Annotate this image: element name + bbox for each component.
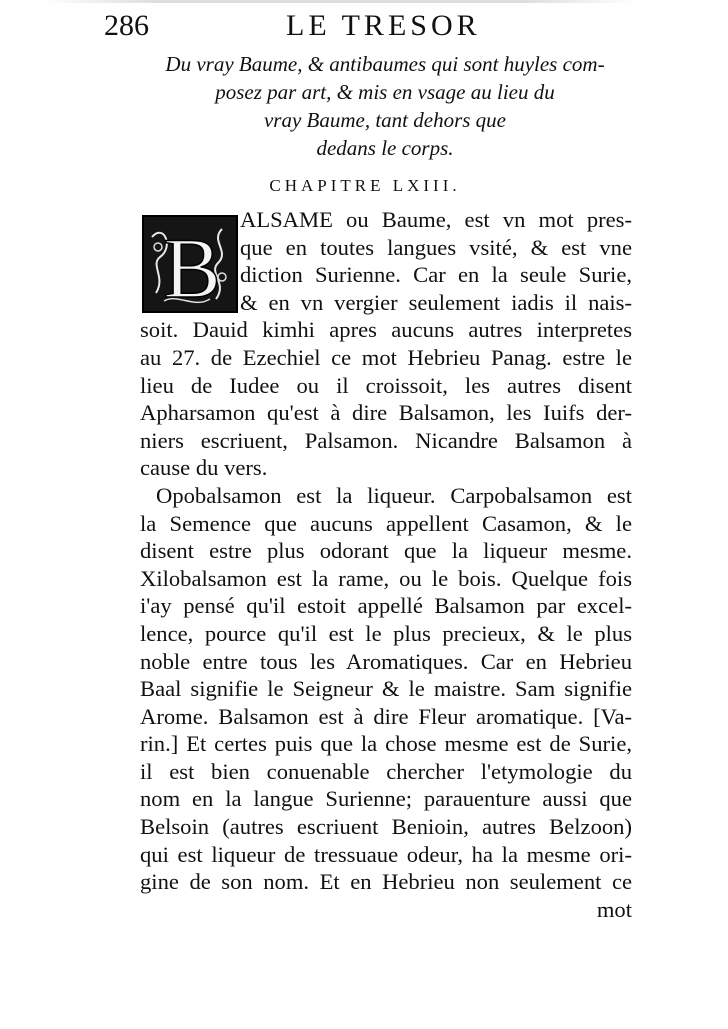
- body-text: [140, 206, 632, 923]
- text-line: & en vn vergier seulement iadis il nais-: [240, 289, 632, 315]
- text-line: au 27. de Ezechiel ce mot Hebrieu Panag. estre le: [140, 344, 632, 370]
- chapter-title-block: [150, 50, 620, 162]
- title-line: vray Baume, tant dehors que: [263, 108, 507, 132]
- title-line: dedans le corps.: [316, 136, 454, 160]
- text-line: Belsoin (autres escriuent Benioin, autres Belzoon): [140, 814, 632, 840]
- text-line: Arome. Balsamon est à dire Fleur aromatique. [Va-: [140, 703, 632, 729]
- running-title: LE TRESOR: [286, 9, 481, 42]
- svg-text:B: B: [163, 220, 221, 311]
- text-line: lieu de Iudee ou il croissoit, les autres disent: [140, 372, 632, 398]
- text-line: i'ay pensé qu'il estoit appellé Balsamon par excel-: [140, 593, 632, 619]
- text-line: lence, pource qu'il est le plus precieux, & le plus: [140, 620, 632, 646]
- text-line: rin.] Et certes puis que la chose mesme est de Surie,: [140, 731, 632, 757]
- text-line: la Semence que aucuns appellent Casamon, & le: [140, 510, 632, 536]
- title-line: posez par art, & mis en vsage au lieu du: [215, 80, 555, 104]
- text-line: noble entre tous les Aromatiques. Car en Hebrieu: [140, 648, 632, 674]
- page-number: 286: [104, 9, 149, 42]
- title-line: Du vray Baume, & antibaumes qui sont huyles com-: [165, 52, 605, 76]
- text-line: disent estre plus odorant que la liqueur mesme.: [140, 538, 632, 564]
- text-line: il est bien conuenable chercher l'etymologie du: [140, 758, 632, 784]
- text-line: niers escriuent, Palsamon. Nicandre Balsamon à: [140, 427, 632, 453]
- text-line: qui est liqueur de tressuaue odeur, ha la mesme ori-: [140, 841, 632, 867]
- text-line: gine de son nom. Et en Hebrieu non seulement ce: [140, 869, 632, 895]
- text-line: cause du vers.: [140, 455, 268, 481]
- text-line: Baal signifie le Seigneur & le maistre. Sam signifie: [140, 676, 632, 702]
- text-line: que en toutes langues vsité, & est vne: [240, 234, 632, 260]
- text-line: soit. Dauid kimhi apres aucuns autres interpretes: [140, 317, 632, 343]
- text-line: Apharsamon qu'est à dire Balsamon, les Iuifs der-: [140, 400, 632, 426]
- text-line: Opobalsamon est la liqueur. Carpobalsamon est: [156, 482, 632, 508]
- text-line: nom en la langue Surienne; parauenture aussi que: [140, 786, 632, 812]
- text-line: Xilobalsamon est la rame, ou le bois. Quelque fois: [140, 565, 632, 591]
- catchword: mot: [596, 896, 632, 922]
- text-line: diction Surienne. Car en la seule Surie,: [240, 262, 632, 288]
- text-line: ALSAME ou Baume, est vn mot pres-: [240, 207, 632, 232]
- page-edge-decoration: [40, 0, 640, 3]
- chapter-heading: CHAPITRE LXIII.: [269, 176, 461, 195]
